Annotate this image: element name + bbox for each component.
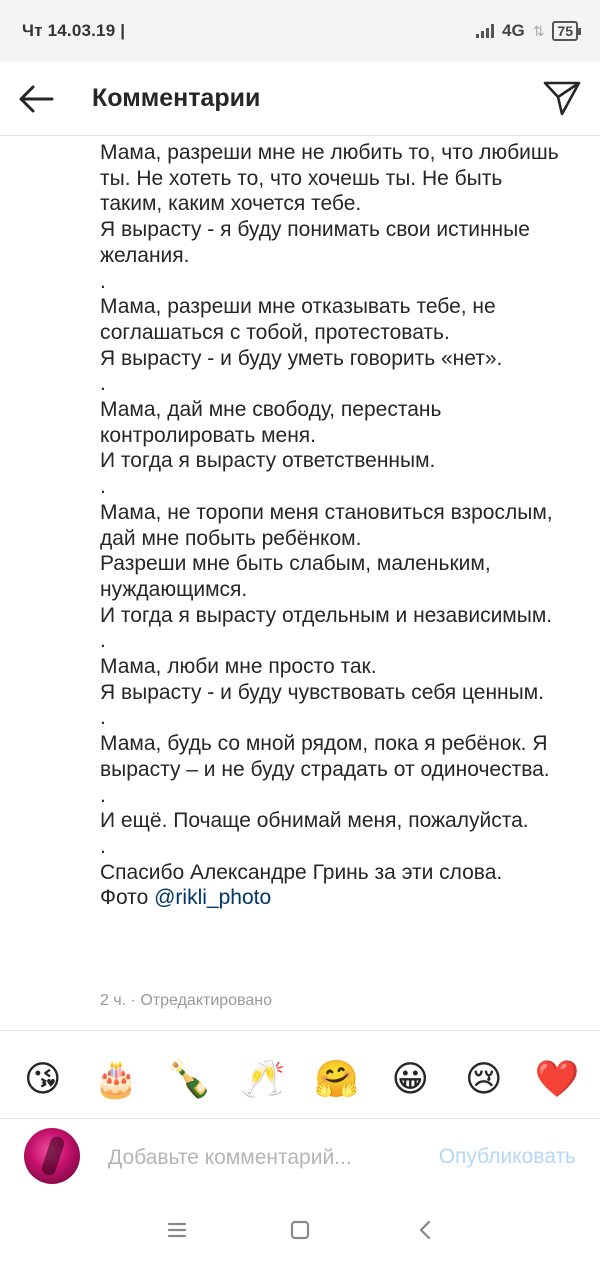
edited-label: Отредактировано xyxy=(140,992,273,1009)
caption-line: . xyxy=(100,629,106,653)
post-caption xyxy=(100,140,570,911)
paper-plane-icon xyxy=(542,78,582,118)
comment-composer xyxy=(0,1119,600,1197)
back-arrow-icon xyxy=(16,79,56,119)
status-indicators xyxy=(476,21,578,41)
caption-line: Мама, не торопи меня становиться взрослым, дай мне побыть ребёнком. xyxy=(100,500,553,550)
caption-line: Спасибо Александре Гринь за эти слова. xyxy=(100,860,503,884)
back-button[interactable] xyxy=(16,79,56,119)
birthday-cake-emoji[interactable]: 🎂 xyxy=(93,1059,139,1100)
data-transfer-icon: ⇅ xyxy=(532,22,545,39)
menu-lines-icon xyxy=(162,1217,192,1243)
caption-line: Мама, разреши мне отказывать тебе, не соглашаться с тобой, протестовать. xyxy=(100,295,496,344)
system-nav-bar xyxy=(0,1197,600,1266)
caption-line: . xyxy=(100,372,106,396)
caption-line: Мама, разреши мне не любить то, что любишь ты. Не хотеть то, что хочешь ты. Не быть таким, каким хочется тебе. xyxy=(100,141,559,216)
emoji-quick-bar xyxy=(0,1042,600,1118)
caption-line: . xyxy=(100,269,106,293)
crying-face-emoji[interactable]: 😢 xyxy=(464,1059,503,1100)
battery-icon xyxy=(552,21,578,41)
direct-send-button[interactable] xyxy=(542,78,582,118)
caption-line: . xyxy=(100,834,106,858)
status-datetime: Чт 14.03.19 | xyxy=(22,21,126,40)
comment-input[interactable] xyxy=(108,1141,408,1175)
caption-meta xyxy=(100,992,272,1010)
network-type: 4G xyxy=(502,21,525,40)
page-title: Комментарии xyxy=(92,84,261,112)
user-mention-link[interactable]: @rikli_photo xyxy=(154,886,272,910)
caption-line: Я вырасту - и буду чувствовать себя ценным. xyxy=(100,680,545,704)
clinking-glasses-emoji[interactable]: 🥂 xyxy=(240,1059,286,1100)
caption-line: И ещё. Почаще обнимай меня, пожалуйста. xyxy=(100,809,529,833)
caption-line: Разреши мне быть слабым, маленьким, нуждающимся. xyxy=(100,552,491,601)
system-back-button[interactable] xyxy=(410,1217,440,1243)
grinning-face-emoji[interactable]: 😀 xyxy=(391,1059,430,1100)
caption-line: Я вырасту - и буду уметь говорить «нет». xyxy=(100,346,503,370)
publish-button[interactable]: Опубликовать xyxy=(438,1145,576,1168)
caption-photo-credit xyxy=(100,885,570,911)
champagne-bottle-emoji[interactable]: 🍾 xyxy=(167,1059,213,1100)
caption-line: Мама, будь со мной рядом, пока я ребёнок. Я вырасту – и не буду страдать от одиночества. xyxy=(100,732,550,781)
chevron-left-icon xyxy=(410,1217,440,1243)
red-heart-emoji[interactable]: ❤️ xyxy=(534,1059,580,1100)
caption-line: И тогда я вырасту ответственным. xyxy=(100,449,436,473)
divider xyxy=(0,1030,600,1031)
square-icon xyxy=(285,1217,315,1243)
recent-apps-button[interactable] xyxy=(162,1217,192,1243)
status-bar xyxy=(0,0,600,62)
caption-line: . xyxy=(100,783,106,807)
caption-line: И тогда я вырасту отдельным и независимым. xyxy=(100,603,553,627)
caption-line: Мама, люби мне просто так. xyxy=(100,655,377,679)
post-time: 2 ч. xyxy=(100,992,127,1009)
battery-level: 75 xyxy=(557,23,573,39)
meta-separator: · xyxy=(130,992,136,1009)
app-header xyxy=(0,62,600,136)
caption-line: Мама, дай мне свободу, перестань контролировать меня. xyxy=(100,398,442,447)
photo-prefix: Фото xyxy=(100,886,149,910)
hugging-face-emoji[interactable]: 🤗 xyxy=(314,1059,360,1100)
caption-line: . xyxy=(100,706,106,730)
home-button[interactable] xyxy=(285,1217,315,1243)
avatar xyxy=(24,1128,80,1184)
caption-line: Я вырасту - я буду понимать свои истинные желания. xyxy=(100,218,530,267)
caption-line: . xyxy=(100,475,106,499)
signal-icon xyxy=(476,24,494,38)
kiss-emoji[interactable]: 😘 xyxy=(23,1059,62,1100)
